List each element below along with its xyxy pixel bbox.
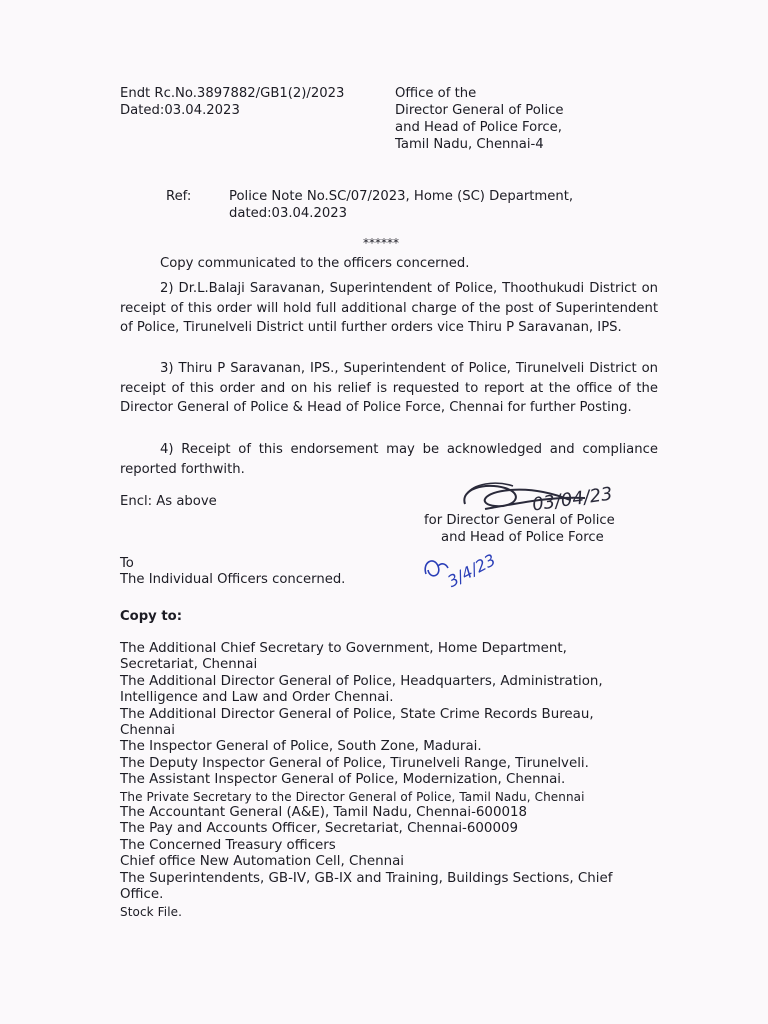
initial-date: 3/4/23 xyxy=(444,550,499,592)
paragraph-2 xyxy=(120,279,658,338)
to-label: To xyxy=(120,556,134,571)
separator: ****** xyxy=(363,236,399,250)
list-item: Chennai xyxy=(120,723,175,739)
list-item: The Concerned Treasury officers xyxy=(120,837,336,853)
paragraph-3-text: 3) Thiru P Saravanan, IPS., Superintendent of Police, Tirunelveli District on receipt of this order and on his relief is requested to report at the office of the Director General of Police & Head of Police Force, Chennai for further Posting. xyxy=(120,361,658,416)
list-item: The Accountant General (A&E), Tamil Nadu, Chennai-600018 xyxy=(120,805,528,821)
signature-date: 03/04/23 xyxy=(530,483,614,516)
list-item: The Additional Director General of Police, Headquarters, Administration, xyxy=(120,673,603,689)
paragraph-3 xyxy=(120,359,658,418)
ref-label: Ref: xyxy=(166,189,192,204)
endorsement-date: Dated:03.04.2023 xyxy=(120,103,240,118)
copy-to-list xyxy=(120,641,680,920)
enclosure: Encl: As above xyxy=(120,494,217,509)
office-line: and Head of Police Force, xyxy=(395,120,562,135)
copy-to-heading: Copy to: xyxy=(120,609,183,624)
signature-line: and Head of Police Force xyxy=(441,530,604,545)
list-item: The Additional Chief Secretary to Government, Home Department, xyxy=(120,641,567,656)
list-item: The Private Secretary to the Director General of Police, Tamil Nadu, Chennai xyxy=(120,789,585,804)
office-line: Office of the xyxy=(395,86,477,101)
paragraph-2-text: 2) Dr.L.Balaji Saravanan, Superintendent of Police, Thoothukudi District on receipt of this order will hold full additional charge of the post of Superintendent of Police, Tirunelveli District until further orders vice Thiru P Saravanan, IPS. xyxy=(120,281,658,336)
office-line: Tamil Nadu, Chennai-4 xyxy=(395,137,544,152)
list-item: The Pay and Accounts Officer, Secretariat, Chennai-600009 xyxy=(120,821,518,837)
list-item: The Inspector General of Police, South Zone, Madurai. xyxy=(120,739,482,755)
list-item: Stock File. xyxy=(120,904,183,919)
list-item: The Deputy Inspector General of Police, Tirunelveli Range, Tirunelveli. xyxy=(120,755,589,771)
list-item: The Additional Director General of Police, State Crime Records Bureau, xyxy=(120,706,594,722)
paragraph-1: Copy communicated to the officers concerned. xyxy=(160,256,470,271)
ref-line: Police Note No.SC/07/2023, Home (SC) Department, xyxy=(229,189,574,204)
recipient: The Individual Officers concerned. xyxy=(120,572,346,587)
signature-line: for Director General of Police xyxy=(424,513,615,528)
ref-line: dated:03.04.2023 xyxy=(229,206,348,221)
list-item: The Superintendents, GB-IV, GB-IX and Training, Buildings Sections, Chief xyxy=(120,870,613,886)
endorsement-number: Endt Rc.No.3897882/GB1(2)/2023 xyxy=(120,86,345,101)
list-item: Secretariat, Chennai xyxy=(120,657,258,673)
list-item: Office. xyxy=(120,887,164,903)
list-item: The Assistant Inspector General of Police, Modernization, Chennai. xyxy=(120,772,566,788)
list-item: Chief office New Automation Cell, Chennai xyxy=(120,854,404,870)
list-item: Intelligence and Law and Order Chennai. xyxy=(120,690,394,706)
paragraph-4-text: 4) Receipt of this endorsement may be acknowledged and compliance reported forthwith. xyxy=(120,442,658,477)
office-line: Director General of Police xyxy=(395,103,564,118)
